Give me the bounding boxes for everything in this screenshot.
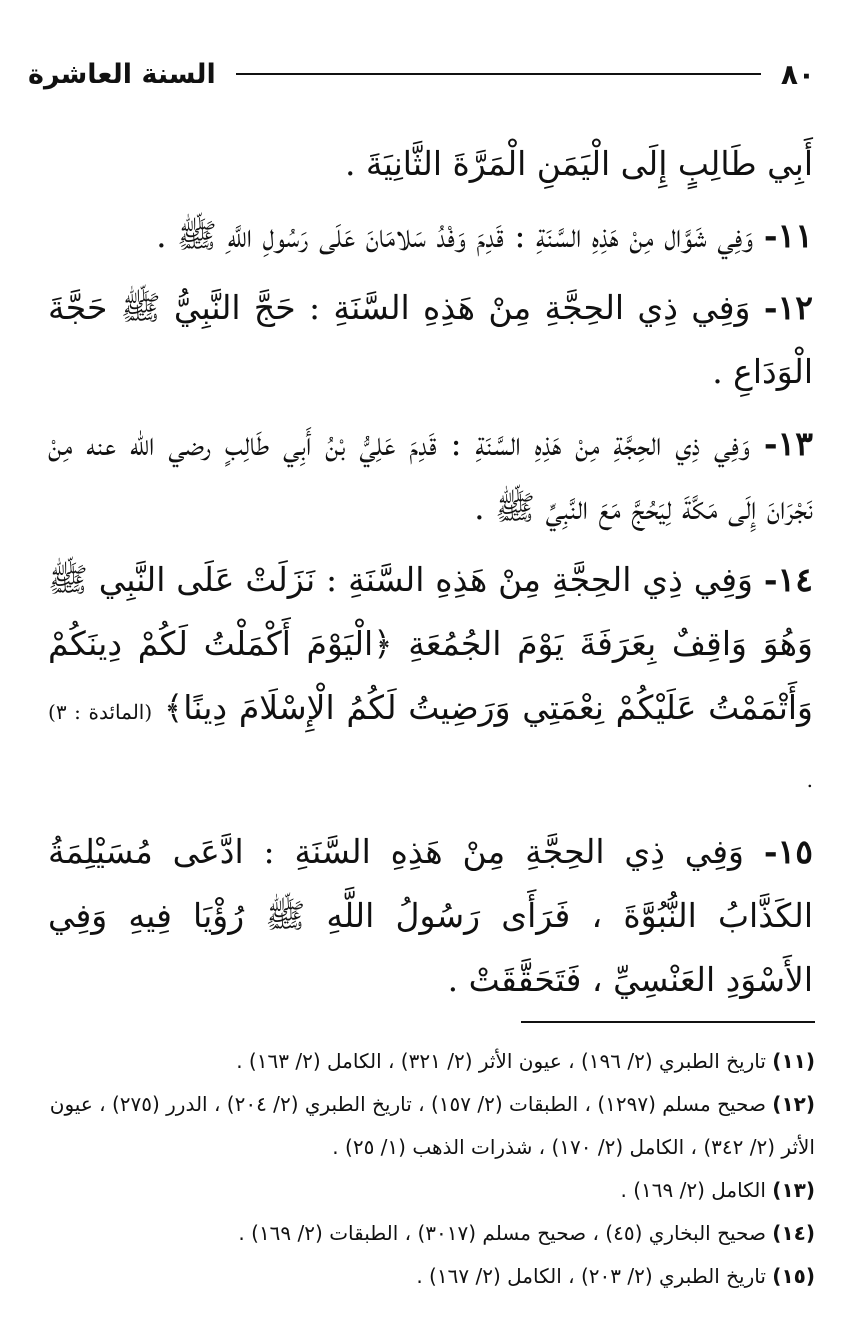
entry-number: ١١- — [763, 216, 813, 255]
main-text — [48, 132, 813, 1020]
footnote-text: صحيح البخاري (٤٥) ، صحيح مسلم (٣٠١٧) ، الطبقات (٢/ ١٦٩) . — [238, 1221, 766, 1245]
page-number: ٨٠ — [780, 57, 815, 91]
footnote-text: تاريخ الطبري (٢/ ١٩٦) ، عيون الأثر (٢/ ٣٢١) ، الكامل (٢/ ١٦٣) . — [236, 1049, 766, 1073]
footnote-11 — [40, 1040, 815, 1083]
continuation-paragraph: أَبِي طَالِبٍ إِلَى الْيَمَنِ الْمَرَّةَ الثَّانِيَةَ . — [344, 144, 813, 183]
footnote-number: (١٤) — [772, 1221, 815, 1245]
entry-text: وَفِي ذِي الحِجَّةِ مِنْ هَذِهِ السَّنَةِ : حَجَّ النَّبِيُّ ﷺ حَجَّةَ الْوَدَاعِ . — [48, 288, 813, 391]
entry-11 — [48, 204, 813, 268]
footnote-14 — [40, 1212, 815, 1255]
entry-text: وَفِي ذِي الحِجَّةِ مِنْ هَذِهِ السَّنَةِ : قَدِمَ عَلِيُّ بْنُ أَبِي طَالِبٍ رضي الله عنه مِنْ نَجْرَانَ إِلَى مَكَّةَ لِيَحُجَّ مَعَ النَّبِيِّ ﷺ . — [48, 424, 813, 527]
footnotes — [40, 1040, 815, 1298]
footnote-number: (١٣) — [772, 1178, 815, 1202]
footnote-text: الكامل (٢/ ١٦٩) . — [620, 1178, 766, 1202]
footnote-15 — [40, 1255, 815, 1298]
entry-number: ١٤- — [763, 560, 813, 599]
verse-reference: (المائدة : ٣) . — [48, 700, 813, 792]
quran-verse: ﴿الْيَوْمَ أَكْمَلْتُ لَكُمْ دِينَكُمْ وَأَتْمَمْتُ عَلَيْكُمْ نِعْمَتِي وَرَضِيتُ لَكُمُ الْإِسْلَامَ دِينًا﴾ — [48, 624, 813, 727]
entry-14 — [48, 548, 813, 812]
footnote-number: (١٢) — [772, 1092, 815, 1116]
footnote-text: تاريخ الطبري (٢/ ٢٠٣) ، الكامل (٢/ ١٦٧) . — [416, 1264, 766, 1288]
entry-15 — [48, 820, 813, 1012]
footnote-12 — [40, 1083, 815, 1169]
entry-13 — [48, 412, 813, 540]
running-title: السنة العاشرة — [28, 58, 216, 90]
entry-12 — [48, 276, 813, 404]
footnote-separator — [521, 1021, 815, 1023]
running-header — [28, 52, 815, 96]
entry-number: ١٥- — [763, 832, 813, 871]
footnote-number: (١١) — [772, 1049, 815, 1073]
entry-text: وَفِي شَوَّال مِنْ هَذِهِ السَّنَةِ : قَدِمَ وَفْدُ سَلامَانَ عَلَى رَسُولِ اللَّهِ ﷺ . — [156, 216, 754, 255]
entry-number: ١٣- — [763, 424, 813, 463]
footnote-13 — [40, 1169, 815, 1212]
entry-text: وَفِي ذِي الحِجَّةِ مِنْ هَذِهِ السَّنَةِ : ادَّعَى مُسَيْلِمَةُ الكَذَّابُ النُّبُوَّةَ ، فَرَأَى رَسُولُ اللَّهِ ﷺ رُؤْيَا فِيهِ وَفِي الأَسْوَدِ العَنْسِيِّ ، فَتَحَقَّقَتْ . — [48, 832, 813, 999]
footnote-number: (١٥) — [772, 1264, 815, 1288]
entry-text: وَفِي ذِي الحِجَّةِ مِنْ هَذِهِ السَّنَةِ : نَزَلَتْ عَلَى النَّبِي ﷺ وَهُوَ وَاقِفٌ بِعَرَفَةَ يَوْمَ الجُمُعَةِ — [48, 560, 813, 663]
entry-number: ١٢- — [763, 288, 813, 327]
footnote-text: صحيح مسلم (١٢٩٧) ، الطبقات (٢/ ١٥٧) ، تاريخ الطبري (٢/ ٢٠٤) ، الدرر (٢٧٥) ، عيون الأثر (٢/ ٣٤٢) ، الكامل (٢/ ١٧٠) ، شذرات الذهب (١/ ٢٥) . — [49, 1092, 815, 1159]
header-rule — [236, 73, 761, 75]
